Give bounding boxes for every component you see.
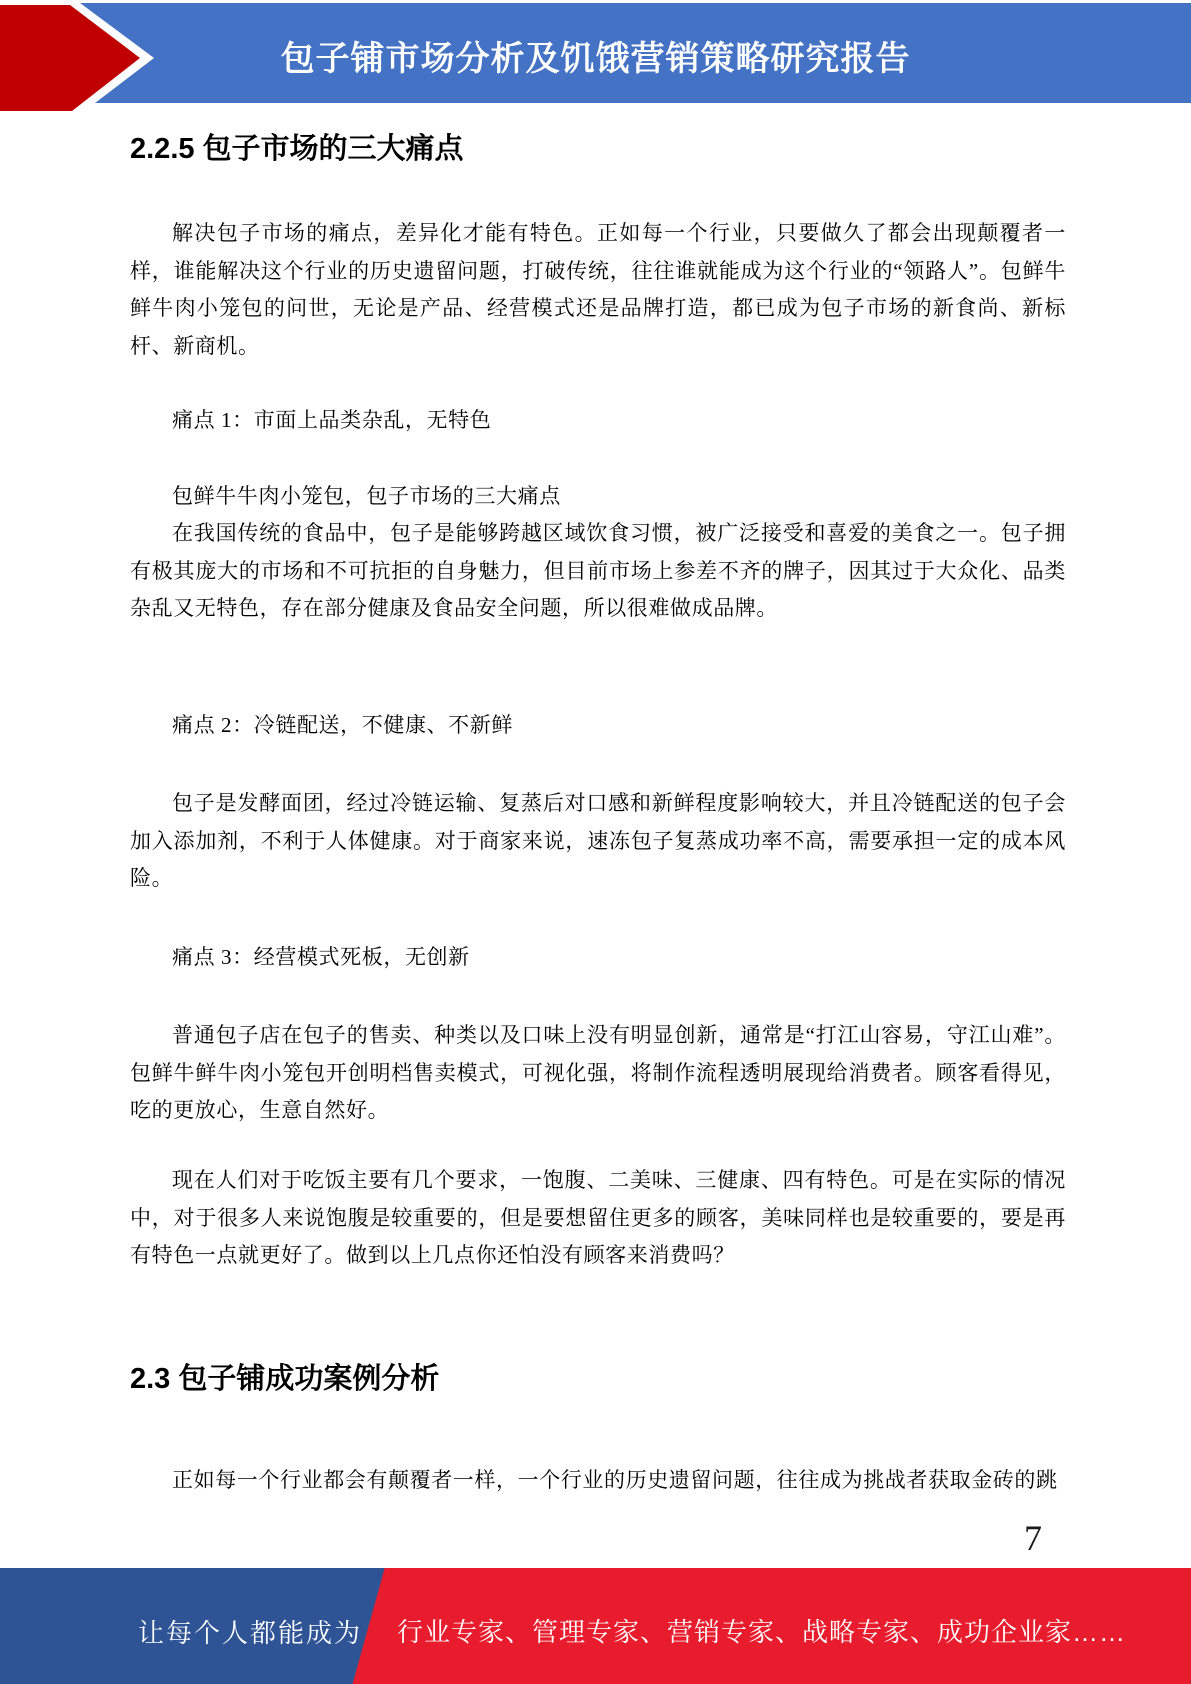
footer-right-slogan: 行业专家、管理专家、营销专家、战略专家、成功企业家…… — [397, 1617, 1127, 1647]
page-number: 7 — [1024, 1518, 1042, 1558]
section-heading-2-3: 2.3 包子铺成功案例分析 — [130, 1363, 440, 1395]
pain-point-1-line: 痛点 1：市面上品类杂乱，无特色 — [172, 408, 492, 432]
pain-point-3-line: 痛点 3：经营模式死板，无创新 — [172, 945, 470, 969]
consumer-demand-paragraph: 现在人们对于吃饭主要有几个要求，一饱腹、二美味、三健康、四有特色。可是在实际的情况中，对于很多人来说饱腹是较重要的，但是要想留住更多的顾客，美味同样也是较重要的，要是再有特色一点就更好了。做到以上几点你还怕没有顾客来消费吗？ — [130, 1168, 1066, 1267]
case-study-paragraph: 正如每一个行业都会有颠覆者一样，一个行业的历史遗留问题，往往成为挑战者获取金砖的跳 — [172, 1468, 1058, 1492]
page-footer — [0, 1568, 1191, 1684]
product-caption-line: 包鲜牛牛肉小笼包，包子市场的三大痛点 — [172, 484, 561, 508]
pain-point-2-line: 痛点 2：冷链配送，不健康、不新鲜 — [172, 713, 513, 737]
business-model-paragraph: 普通包子店在包子的售卖、种类以及口味上没有明显创新，通常是“打江山容易，守江山难”。包鲜牛鲜牛肉小笼包开创明档售卖模式，可视化强，将制作流程透明展现给消费者。顾客看得见，吃的更放心，生意自然好。 — [130, 1023, 1066, 1122]
market-paragraph: 在我国传统的食品中，包子是能够跨越区域饮食习惯，被广泛接受和喜爱的美食之一。包子拥有极其庞大的市场和不可抗拒的自身魅力，但目前市场上参差不齐的牌子，因其过于大众化、品类杂乱又无特色，存在部分健康及食品安全问题，所以很难做成品牌。 — [130, 521, 1066, 620]
report-title: 包子铺市场分析及饥饿营销策略研究报告 — [280, 39, 911, 78]
footer-left-slogan: 让每个人都能成为 — [138, 1618, 363, 1648]
section-heading-2-2-5: 2.2.5 包子市场的三大痛点 — [130, 133, 464, 165]
intro-paragraph: 解决包子市场的痛点，差异化才能有特色。正如每一个行业，只要做久了都会出现颠覆者一样，谁能解决这个行业的历史遗留问题，打破传统，往往谁就能成为这个行业的“领路人”。包鲜牛鲜牛肉小笼包的问世，无论是产品、经营模式还是品牌打造，都已成为包子市场的新食尚、新标杆、新商机。 — [130, 221, 1066, 358]
cold-chain-paragraph: 包子是发酵面团，经过冷链运输、复蒸后对口感和新鲜程度影响较大，并且冷链配送的包子会加入添加剂，不利于人体健康。对于商家来说，速冻包子复蒸成功率不高，需要承担一定的成本风险。 — [130, 791, 1066, 890]
